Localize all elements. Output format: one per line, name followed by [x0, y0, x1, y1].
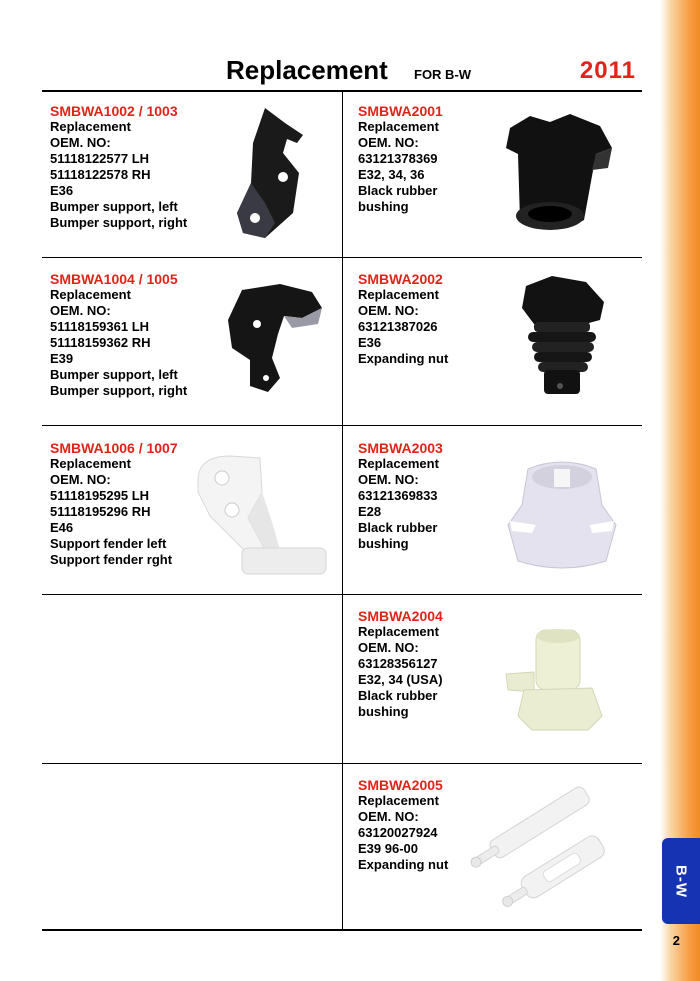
product-line: 51118159362 RH — [50, 335, 151, 350]
product-line: E28 — [358, 504, 382, 519]
product-line: OEM. NO: — [50, 135, 111, 150]
bumper-support-black-image — [222, 278, 327, 398]
product-code: SMBWA2004 — [358, 608, 443, 624]
product-line: 63128356127 — [358, 656, 438, 671]
product-entry — [50, 271, 187, 399]
section-tab-bw[interactable]: B-W — [662, 838, 700, 924]
product-code: SMBWA1004 / 1005 — [50, 271, 178, 287]
product-line: Replacement — [50, 456, 131, 471]
product-line: OEM. NO: — [358, 135, 419, 150]
product-line: Replacement — [50, 287, 131, 302]
product-line: Bumper support, left — [50, 199, 178, 214]
product-entry — [358, 271, 448, 367]
product-code: SMBWA1006 / 1007 — [50, 440, 178, 456]
product-line: OEM. NO: — [358, 809, 419, 824]
rubber-bushing-cream-image — [498, 626, 612, 734]
product-line: E36 — [358, 335, 382, 350]
product-line: Replacement — [358, 456, 439, 471]
product-line: E32, 34, 36 — [358, 167, 425, 182]
product-line: OEM. NO: — [50, 303, 111, 318]
product-line: Replacement — [358, 287, 439, 302]
orange-sidebar — [660, 0, 700, 981]
rubber-bushing-white-image — [502, 455, 622, 575]
product-line: 51118159361 LH — [50, 319, 150, 334]
product-entry — [50, 440, 178, 568]
product-code: SMBWA2005 — [358, 777, 443, 793]
product-line: 63121369833 — [358, 488, 438, 503]
support-fender-white-image — [190, 452, 330, 580]
product-line: Support fender rght — [50, 552, 173, 567]
product-line: Black rubber — [358, 688, 438, 703]
product-line: 51118122578 RH — [50, 167, 151, 182]
product-line: 51118195295 LH — [50, 488, 150, 503]
product-entry — [358, 440, 443, 552]
rubber-bushing-black-image — [500, 108, 620, 238]
product-line: 63121378369 — [358, 151, 438, 166]
product-line: Bumper support, right — [50, 215, 188, 230]
bumper-support-black-image — [225, 103, 315, 243]
page-header — [42, 55, 640, 91]
product-line: Replacement — [50, 119, 131, 134]
page-number: 2 — [672, 933, 680, 948]
product-code: SMBWA1002 / 1003 — [50, 103, 178, 119]
product-line: Expanding nut — [358, 351, 449, 366]
product-line: bushing — [358, 704, 409, 719]
product-line: Replacement — [358, 624, 439, 639]
product-line: 51118122577 LH — [50, 151, 150, 166]
product-entry — [50, 103, 187, 231]
product-entry — [358, 777, 448, 873]
page-title: Replacement — [226, 55, 388, 85]
product-entry — [358, 608, 443, 720]
product-line: E39 96-00 — [358, 841, 418, 856]
product-line: OEM. NO: — [358, 303, 419, 318]
product-line: E36 — [50, 183, 74, 198]
product-line: Replacement — [358, 793, 439, 808]
product-line: Support fender left — [50, 536, 167, 551]
product-line: bushing — [358, 536, 409, 551]
product-line: Black rubber — [358, 520, 438, 535]
product-code: SMBWA2001 — [358, 103, 443, 119]
product-line: OEM. NO: — [358, 472, 419, 487]
product-line: Expanding nut — [358, 857, 449, 872]
product-line: OEM. NO: — [50, 472, 111, 487]
product-line: 63120027924 — [358, 825, 438, 840]
column-divider — [342, 92, 343, 929]
product-line: E32, 34 (USA) — [358, 672, 443, 687]
product-line: bushing — [358, 199, 409, 214]
product-code: SMBWA2003 — [358, 440, 443, 456]
product-line: 51118195296 RH — [50, 504, 151, 519]
product-line: Bumper support, right — [50, 383, 188, 398]
product-line: Bumper support, left — [50, 367, 178, 382]
expanding-nut-white-image — [466, 782, 626, 914]
catalog-year: 2011 — [579, 57, 636, 84]
product-line: Replacement — [358, 119, 439, 134]
page-subtitle: FOR B-W — [414, 67, 472, 82]
divider — [42, 929, 642, 931]
product-entry — [358, 103, 443, 215]
product-line: E46 — [50, 520, 74, 535]
product-line: 63121387026 — [358, 319, 438, 334]
expanding-nut-black-image — [504, 272, 614, 402]
product-line: OEM. NO: — [358, 640, 419, 655]
product-line: E39 — [50, 351, 74, 366]
product-code: SMBWA2002 — [358, 271, 443, 287]
product-line: Black rubber — [358, 183, 438, 198]
